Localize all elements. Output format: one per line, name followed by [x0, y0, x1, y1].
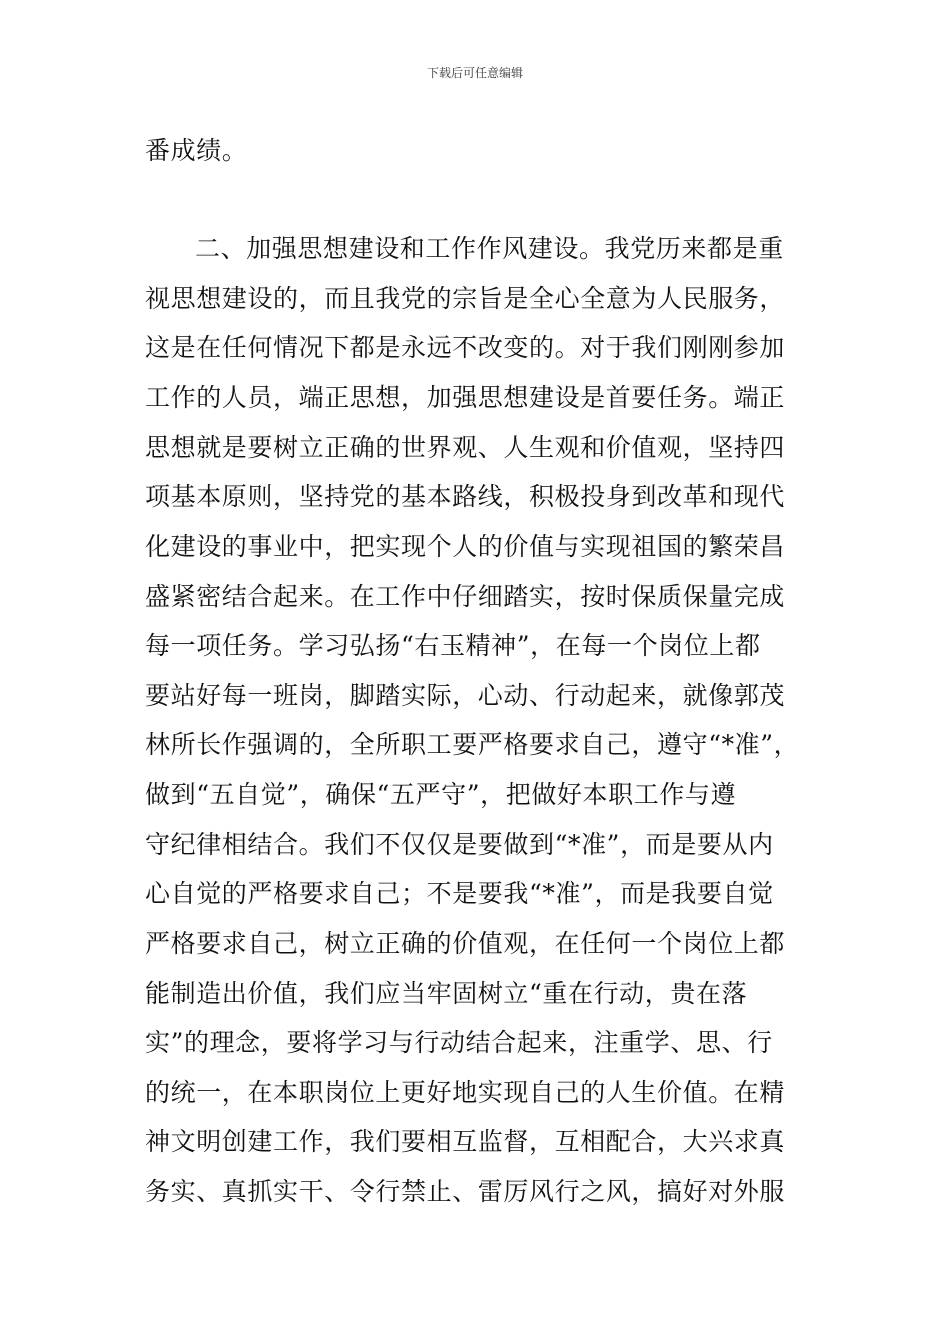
- body-line-12: 林所长作强调的，全所职工要严格要求自己，遵守“*准”，: [145, 730, 800, 759]
- body-line-8: 化建设的事业中，把实现个人的价值与实现祖国的繁荣昌: [145, 532, 786, 561]
- body-line-21: 务实、真抓实干、令行禁止、雷厉风行之风，搞好对外服: [145, 1177, 786, 1206]
- body-line-19: 的统一，在本职岗位上更好地实现自己的人生价值。在精: [145, 1078, 786, 1107]
- body-line-5: 工作的人员，端正思想，加强思想建设是首要任务。端正: [145, 383, 786, 412]
- body-line-1: 番成绩。: [145, 136, 248, 165]
- page-header: 下载后可任意编辑: [426, 66, 523, 80]
- body-line-2: 二、加强思想建设和工作作风建设。我党历来都是重: [195, 234, 784, 263]
- body-line-6: 思想就是要树立正确的世界观、人生观和价值观，坚持四: [145, 433, 786, 462]
- body-line-9: 盛紧密结合起来。在工作中仔细踏实，按时保质保量完成: [145, 582, 786, 611]
- body-line-16: 严格要求自己，树立正确的价值观，在任何一个岗位上都: [145, 929, 786, 958]
- body-line-17: 能制造出价值，我们应当牢固树立“重在行动，贵在落: [145, 979, 748, 1008]
- body-line-11: 要站好每一班岗，脚踏实际，心动、行动起来，就像郭茂: [145, 681, 786, 710]
- body-line-3: 视思想建设的，而且我党的宗旨是全心全意为人民服务，: [145, 284, 786, 313]
- body-line-13: 做到“五自觉”，确保“五严守”，把做好本职工作与遵: [145, 780, 737, 809]
- body-line-20: 神文明创建工作，我们要相互监督，互相配合，大兴求真: [145, 1127, 786, 1156]
- body-line-4: 这是在任何情况下都是永远不改变的。对于我们刚刚参加: [145, 333, 786, 362]
- body-line-15: 心自觉的严格要求自己；不是要我“*准”，而是我要自觉: [145, 879, 774, 908]
- body-line-14: 守纪律相结合。我们不仅仅是要做到“*准”，而是要从内: [145, 830, 774, 859]
- body-line-18: 实”的理念，要将学习与行动结合起来，注重学、思、行: [145, 1028, 773, 1057]
- body-line-7: 项基本原则，坚持党的基本路线，积极投身到改革和现代: [145, 482, 786, 511]
- body-line-10: 每一项任务。学习弘扬“右玉精神”，在每一个岗位上都: [145, 631, 761, 660]
